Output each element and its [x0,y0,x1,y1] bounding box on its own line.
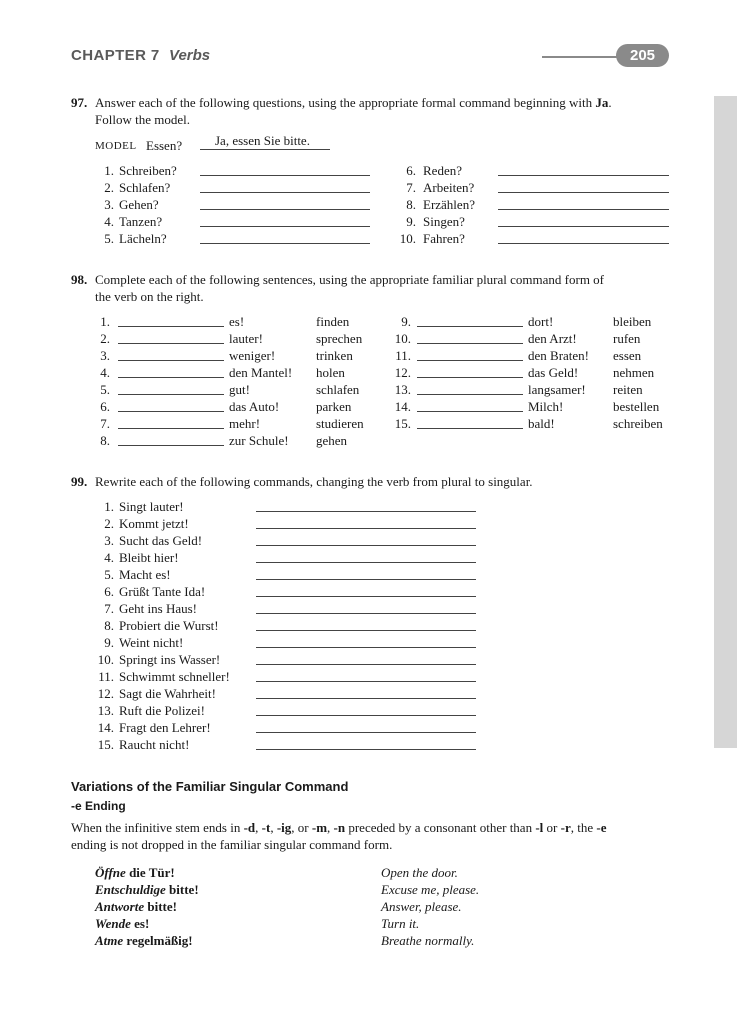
item-number: 6. [100,399,110,414]
ending-term: -n [333,820,346,835]
infinitive: parken [316,399,352,414]
item-prompt: Erzählen? [423,197,475,212]
exercise-instruction: Rewrite each of the following commands, changing the verb from plural to singular. [95,474,533,489]
german-example [95,881,199,898]
infinitive: trinken [316,348,353,363]
section-heading: Variations of the Familiar Singular Command [71,779,349,794]
command-text: Probiert die Wurst! [119,618,219,633]
infinitive: nehmen [613,365,655,380]
answer-line [417,326,523,327]
answer-line [256,613,476,614]
command-verb: Entschuldige [95,882,166,897]
command-rest: die Tür! [125,865,175,880]
answer-line [417,394,523,395]
item-number: 13. [394,382,411,397]
command-rest: es! [130,916,150,931]
item-number: 15. [394,416,411,431]
ending-term: -m [311,820,328,835]
ending-term: -e [596,820,607,835]
sentence-text: den Mantel! [229,365,293,380]
command-text: Macht es! [119,567,171,582]
model-answer: Ja, essen Sie bitte. [215,133,310,148]
command-text: Bleibt hier! [119,550,179,565]
command-text: Sagt die Wahrheit! [119,686,216,701]
answer-line [256,511,476,512]
answer-line [118,360,224,361]
infinitive: schlafen [316,382,360,397]
item-number: 15. [97,737,114,752]
answer-line [118,377,224,378]
english-translation: Breathe normally. [381,933,475,948]
item-number: 9. [401,314,411,329]
item-prompt: Gehen? [119,197,159,212]
chapter-title: Verbs [169,47,211,64]
exercise-number: 98. [71,272,88,287]
answer-line [200,175,370,176]
answer-line [256,664,476,665]
german-example [95,915,149,932]
answer-line [498,192,669,193]
chapter-label: CHAPTER 7 [71,47,160,64]
item-number: 11. [98,669,114,684]
german-example [95,932,193,949]
item-number: 14. [394,399,411,414]
item-number: 5. [100,382,110,397]
sentence-text: lauter! [229,331,263,346]
infinitive: studieren [316,416,364,431]
sentence-text: mehr! [229,416,261,431]
command-text: Fragt den Lehrer! [119,720,211,735]
answer-line [118,343,224,344]
item-prompt: Schlafen? [119,180,171,195]
item-prompt: Schreiben? [119,163,177,178]
sentence-text: bald! [528,416,555,431]
answer-line [256,562,476,563]
answer-line [498,226,669,227]
answer-line [256,732,476,733]
answer-line [256,545,476,546]
sentence-text: das Auto! [229,399,280,414]
command-text: Sucht das Geld! [119,533,203,548]
infinitive: bleiben [613,314,652,329]
answer-line [498,209,669,210]
item-number: 2. [100,331,110,346]
english-translation: Answer, please. [381,899,462,914]
item-number: 7. [406,180,416,195]
item-prompt: Singen? [423,214,465,229]
infinitive: finden [316,314,350,329]
english-translation: Open the door. [381,865,458,880]
item-number: 3. [100,348,110,363]
item-number: 8. [100,433,110,448]
infinitive: essen [613,348,642,363]
sentence-text: zur Schule! [229,433,289,448]
answer-line [256,596,476,597]
item-number: 5. [104,231,114,246]
answer-line [417,428,523,429]
sentence-text: den Arzt! [528,331,577,346]
item-number: 13. [97,703,114,718]
exercise-instruction-cont: the verb on the right. [95,289,204,304]
answer-line [417,343,523,344]
item-number: 12. [97,686,114,701]
side-thumb-tab [714,96,737,748]
answer-line [256,528,476,529]
item-number: 8. [406,197,416,212]
command-verb: Wende [95,916,131,931]
answer-line [417,360,523,361]
item-number: 10. [394,331,411,346]
answer-line [417,377,523,378]
infinitive: holen [316,365,345,380]
paragraph-text: or [543,820,561,835]
answer-line [200,192,370,193]
infinitive: rufen [613,331,641,346]
item-number: 3. [104,197,114,212]
paragraph-text: , [270,820,277,835]
answer-line [498,243,669,244]
infinitive: sprechen [316,331,363,346]
exercise-instruction: Answer each of the following questions, using the appropriate formal command beginning with Ja. [95,95,612,110]
command-text: Springt ins Wasser! [119,652,221,667]
item-number: 10. [97,652,114,667]
page-number-badge: 205 [616,44,669,67]
answer-line [118,411,224,412]
answer-line [118,326,224,327]
item-prompt: Lächeln? [119,231,167,246]
answer-line [256,681,476,682]
command-rest: bitte! [144,899,177,914]
ending-term: -l [535,820,544,835]
model-answer-line [200,149,330,150]
item-number: 9. [406,214,416,229]
paragraph-text: preceded by a consonant other than [345,820,536,835]
model-label: MODEL [95,140,137,152]
answer-line [256,630,476,631]
section-paragraph-cont: ending is not dropped in the familiar singular command form. [71,837,393,852]
answer-line [118,428,224,429]
answer-line [417,411,523,412]
command-rest: regelmäßig! [123,933,193,948]
answer-line [256,715,476,716]
item-number: 10. [399,231,416,246]
sentence-text: das Geld! [528,365,579,380]
infinitive: reiten [613,382,643,397]
item-number: 14. [97,720,114,735]
exercise-instruction: Complete each of the following sentences, using the appropriate familiar plural command form of [95,272,605,287]
item-number: 2. [104,516,114,531]
item-number: 7. [104,601,114,616]
answer-line [256,579,476,580]
item-number: 4. [104,214,114,229]
command-text: Kommt jetzt! [119,516,189,531]
exercise-number: 99. [71,474,88,489]
item-number: 6. [406,163,416,178]
command-rest: bitte! [165,882,199,897]
item-number: 3. [104,533,114,548]
item-number: 11. [395,348,411,363]
command-text: Weint nicht! [119,635,184,650]
command-verb: Antworte [95,899,145,914]
infinitive: bestellen [613,399,660,414]
answer-line [256,749,476,750]
answer-line [256,647,476,648]
paragraph-text: When the infinitive stem ends in [71,820,244,835]
command-verb: Atme [95,933,124,948]
item-number: 1. [100,314,110,329]
answer-line [200,243,370,244]
german-example [95,864,175,881]
paragraph-text: , [255,820,262,835]
english-translation: Turn it. [381,916,420,931]
item-number: 8. [104,618,114,633]
infinitive: gehen [316,433,348,448]
paragraph-text: , [327,820,334,835]
item-number: 6. [104,584,114,599]
sentence-text: langsamer! [528,382,586,397]
command-text: Geht ins Haus! [119,601,197,616]
command-text: Raucht nicht! [119,737,190,752]
sentence-text: Milch! [528,399,564,414]
item-prompt: Reden? [423,163,462,178]
sentence-text: gut! [229,382,250,397]
german-example [95,898,177,915]
answer-line [200,209,370,210]
section-paragraph [71,819,606,836]
answer-line [118,394,224,395]
item-prompt: Tanzen? [119,214,163,229]
model-prompt: Essen? [146,138,183,153]
english-translation: Excuse me, please. [381,882,480,897]
sentence-text: weniger! [229,348,276,363]
item-number: 7. [100,416,110,431]
sentence-text: den Braten! [528,348,590,363]
command-text: Schwimmt schneller! [119,669,230,684]
exercise-instruction-cont: Follow the model. [95,112,190,127]
item-number: 5. [104,567,114,582]
ending-term: -d [243,820,256,835]
paragraph-text: , or [291,820,312,835]
section-subheading: -e Ending [71,799,126,813]
item-number: 9. [104,635,114,650]
item-number: 1. [104,163,114,178]
item-prompt: Arbeiten? [423,180,475,195]
answer-line [256,698,476,699]
ending-term: -t [261,820,271,835]
command-text: Grüßt Tante Ida! [119,584,206,599]
item-number: 2. [104,180,114,195]
command-text: Singt lauter! [119,499,184,514]
item-number: 12. [394,365,411,380]
infinitive: schreiben [613,416,663,431]
command-text: Ruft die Polizei! [119,703,205,718]
sentence-text: es! [229,314,245,329]
item-number: 4. [100,365,110,380]
sentence-text: dort! [528,314,554,329]
answer-line [200,226,370,227]
command-verb: Öffne [95,865,126,880]
ending-term: -r [560,820,571,835]
item-prompt: Fahren? [423,231,465,246]
ending-term: -ig [276,820,292,835]
item-number: 1. [104,499,114,514]
item-number: 4. [104,550,114,565]
answer-line [118,445,224,446]
answer-line [498,175,669,176]
exercise-number: 97. [71,95,88,110]
paragraph-text: , the [570,820,597,835]
